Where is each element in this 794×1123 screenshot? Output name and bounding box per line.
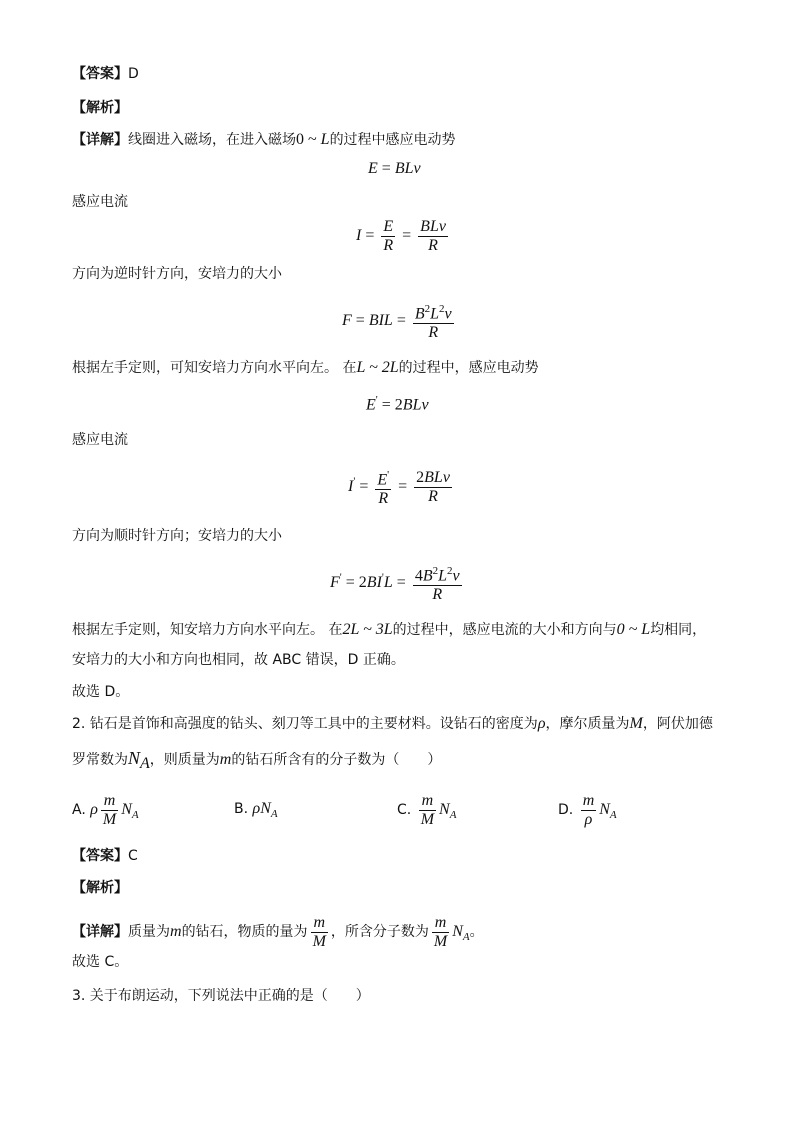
q1-range1: 0 ~ [296, 131, 321, 148]
q2-answer-line [72, 846, 138, 866]
q2-choose: 故选 C。 [72, 954, 129, 970]
q1-left-rule1 [72, 358, 539, 378]
q1-range1-var: L [320, 131, 330, 148]
q2-rho: ρ [537, 715, 546, 732]
q2-stem-b: ，摩尔质量为 [545, 716, 630, 732]
equation-emf2: E' = 2BLv [366, 394, 429, 414]
q1-answer-label: 【答案】 [72, 66, 128, 82]
q1-left-rule2-c: 均相同， [650, 622, 707, 638]
q1-conclusion: 安培力的大小和方向也相同，故 ABC 错误，D 正确。 [72, 652, 405, 668]
q2-detail-d: 。 [469, 924, 484, 941]
q1-left-rule2 [72, 620, 706, 640]
q2-detail-label: 【详解】 [72, 924, 128, 941]
q2-detail-b: 的钻石，物质的量为 [181, 924, 308, 941]
q2-answer-value: C [128, 848, 138, 864]
q1-detail-label: 【详解】 [72, 132, 128, 148]
equation-current2: I' = $\frac{E'}{R}$ = $\frac{\text{2BLv}}{R}$ [348, 466, 455, 508]
q1-induced-current-label: 感应电流 [72, 194, 128, 210]
q1-left-rule2-b: 的过程中，感应电流的大小和方向与 [392, 622, 617, 638]
q2-stem-line2 [72, 748, 441, 774]
q2-stem-d: 罗常数为 [72, 752, 128, 768]
q1-left-rule2-a: 根据左手定则，知安培力方向水平向左。 在 [72, 622, 343, 638]
q2-detail-a: 质量为 [128, 924, 170, 941]
q1-detail-text-b: 的过程中感应电动势 [329, 132, 456, 148]
q1-detail-text-a: 线圈进入磁场，在进入磁场 [128, 132, 296, 148]
q3-stem: 3. 关于布朗运动，下列说法中正确的是（ ） [72, 988, 370, 1004]
q1-left-rule1-b: 的过程中，感应电动势 [398, 360, 539, 376]
q2-option-d: D. $\frac{m}{\rho}$ $N_A$ [558, 792, 617, 828]
q2-stem-c: ，阿伏加德 [642, 716, 713, 732]
equation-current: I = $\frac{E}{R}$ = $\frac{\text{BLv}}{R}$ [356, 218, 446, 254]
q2-mass: m [219, 751, 232, 768]
q2-stem-line1 [72, 714, 713, 734]
q1-direction1: 方向为逆时针方向，安培力的大小 [72, 266, 282, 282]
q2-stem-e: ，则质量为 [149, 752, 220, 768]
q1-left-rule1-range: L ~ 2L [356, 359, 399, 376]
q2-answer-label: 【答案】 [72, 848, 128, 864]
q2-avogadro: N [128, 748, 141, 768]
q1-answer-line [72, 64, 139, 84]
q1-direction2: 方向为顺时针方向；安培力的大小 [72, 528, 282, 544]
q1-choose: 故选 D。 [72, 684, 130, 700]
equation-emf: E = BLv [368, 160, 421, 177]
q2-analysis-label: 【解析】 [72, 880, 128, 896]
q2-avogadro-sub: A [140, 754, 150, 772]
q2-molar-mass: M [629, 715, 643, 732]
q2-option-a: A. ρ $\frac{m}{M}$ $N_A$ [72, 792, 139, 828]
q2-option-b: B. $\rho N_A$ [234, 800, 278, 821]
q2-stem-f: 的钻石所含有的分子数为（ ） [231, 752, 442, 768]
q2-detail-c: ，所含分子数为 [330, 924, 429, 941]
q2-detail-line: 【详解】质量为m的钻石，物质的量为 $\frac{m}{M}$ ，所含分子数为 $\frac{m}{M}$ $N_A$。 [72, 914, 484, 950]
q1-left-rule2-range: 2L ~ 3L [342, 621, 393, 638]
q2-option-c: C. $\frac{m}{M}$ $N_A$ [397, 792, 457, 828]
q1-left-rule2-range2: 0 ~ L [616, 621, 651, 638]
equation-force: F = BIL = $\frac{B^2L^2v}{R}$ [342, 300, 457, 342]
equation-force2: F' = 2BI'L = $\frac{4B^2L^2v}{R}$ [330, 562, 465, 604]
q1-left-rule1-a: 根据左手定则，可知安培力方向水平向左。 在 [72, 360, 357, 376]
q1-analysis-label: 【解析】 [72, 100, 128, 116]
q1-answer-value: D [128, 66, 139, 82]
q2-detail-mass: m [170, 923, 182, 941]
q1-detail-line [72, 130, 456, 150]
q2-stem-a: 2. 钻石是首饰和高强度的钻头、刻刀等工具中的主要材料。设钻石的密度为 [72, 716, 538, 732]
q1-induced-current2-label: 感应电流 [72, 432, 128, 448]
